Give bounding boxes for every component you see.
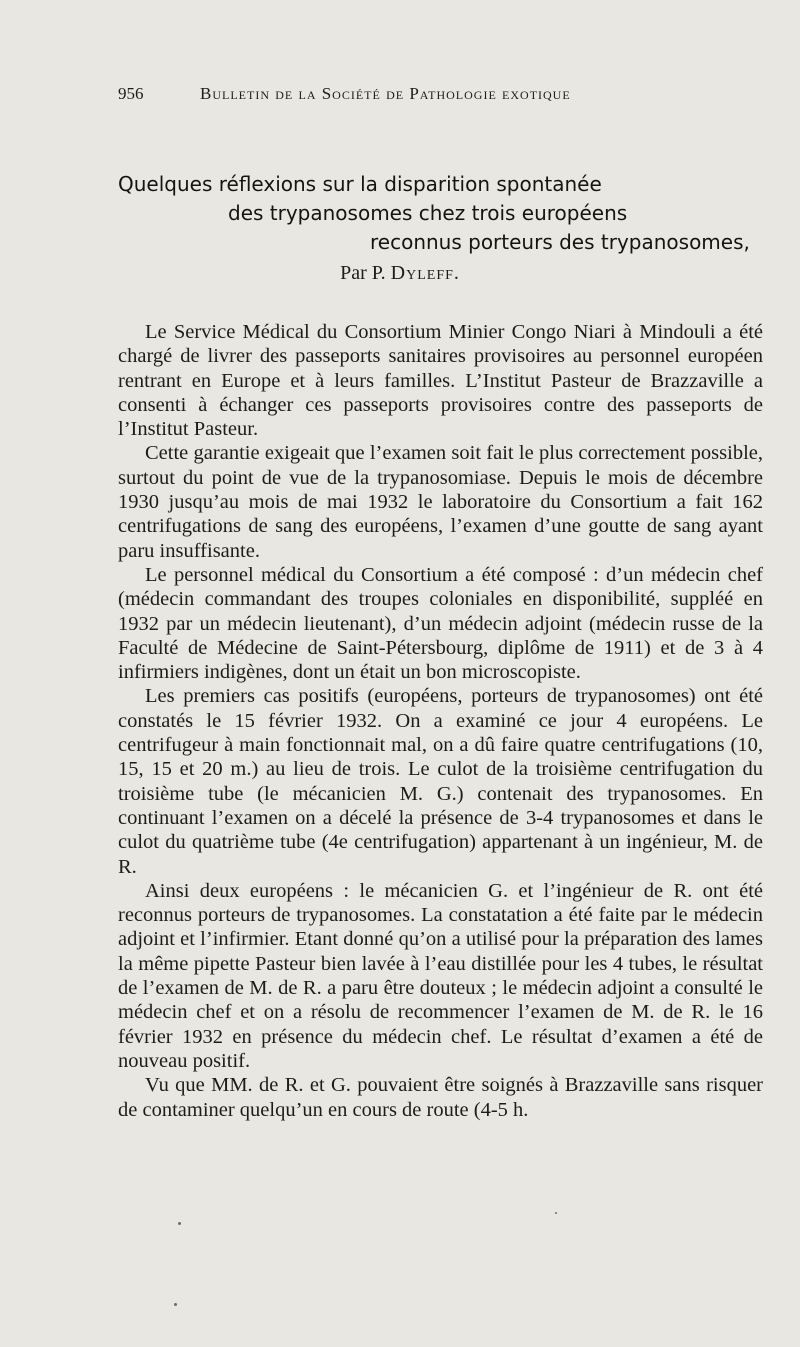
- author-name: Dyleff.: [390, 262, 460, 284]
- paragraph: Le personnel médical du Consortium a été composé : d’un médecin chef (médecin commandant des troupes coloniales en disponibilité, suppléé en 1932 par un médecin lieutenant), d’un médecin adjoint (médecin russe de la Faculté de Médecine de Saint-Pétersbourg, diplôme de 1911) et de 3 à 4 infirmiers indigènes, dont un était un bon microscopiste.: [118, 563, 763, 684]
- title-line: reconnus porteurs des trypanosomes,: [370, 230, 750, 254]
- paper-speck: [174, 1303, 177, 1306]
- byline-prefix: Par P.: [340, 262, 386, 284]
- byline: [0, 262, 800, 285]
- paper-speck: [178, 1222, 181, 1225]
- paragraph: Le Service Médical du Consortium Minier Congo Niari à Mindouli a été chargé de livrer des passeports sanitaires provisoires au personnel européen rentrant en Europe et à leurs familles. L’Institut Pasteur de Brazzaville a consenti à échanger ces passeports provisoires contre des passeports de l’Institut Pasteur.: [118, 321, 763, 441]
- journal-title: Bulletin de la Société de Pathologie exotique: [200, 84, 571, 103]
- paragraph: Les premiers cas positifs (européens, porteurs de trypanosomes) ont été constatés le 15 février 1932. On a examiné ce jour 4 européens. Le centrifugeur à main fonctionnait mal, on a dû faire quatre centrifugations (10, 15, 15 et 20 m.) au lieu de trois. Le culot de la troisième centrifugation du troisième tube (le mécanicien M. G.) contenait des trypanosomes. En continuant l’examen on a décelé la présence de 3-4 trypanosomes et dans le culot du quatrième tube (4e centrifugation) appartenant à un ingénieur, M. de R.: [118, 685, 763, 878]
- article-title: [118, 170, 760, 257]
- paragraph: Ainsi deux européens : le mécanicien G. et l’ingénieur de R. ont été reconnus porteurs de trypanosomes. La constatation a été faite par le médecin adjoint et l’infirmier. Etant donné qu’on a utilisé pour la préparation des lames la même pipette Pasteur bien lavée à l’eau distillée pour les 4 tubes, le résultat de l’examen de M. de R. a paru être douteux ; le médecin adjoint a consulté le médecin chef et on a résolu de recommencer l’examen de M. de R. le 16 février 1932 en présence du médecin chef. Le résultat d’examen a été de nouveau positif.: [118, 879, 763, 1072]
- running-head: [118, 84, 682, 104]
- paragraph: Cette garantie exigeait que l’examen soit fait le plus correctement possible, surtout du point de vue de la trypanosomiase. Depuis le mois de décembre 1930 jusqu’au mois de mai 1932 le laboratoire du Consortium a fait 162 centrifugations de sang des européens, l’examen d’une goutte de sang ayant paru insuffisante.: [118, 442, 763, 562]
- title-line: des trypanosomes chez trois européens: [228, 201, 628, 225]
- paper-speck: [555, 1212, 557, 1214]
- article-body: [118, 320, 763, 1122]
- paragraph: Vu que MM. de R. et G. pouvaient être soignés à Brazzaville sans risquer de contaminer quelqu’un en cours de route (4-5 h.: [118, 1074, 763, 1121]
- title-line: Quelques réflexions sur la disparition spontanée: [118, 172, 602, 196]
- page-number: 956: [118, 84, 144, 103]
